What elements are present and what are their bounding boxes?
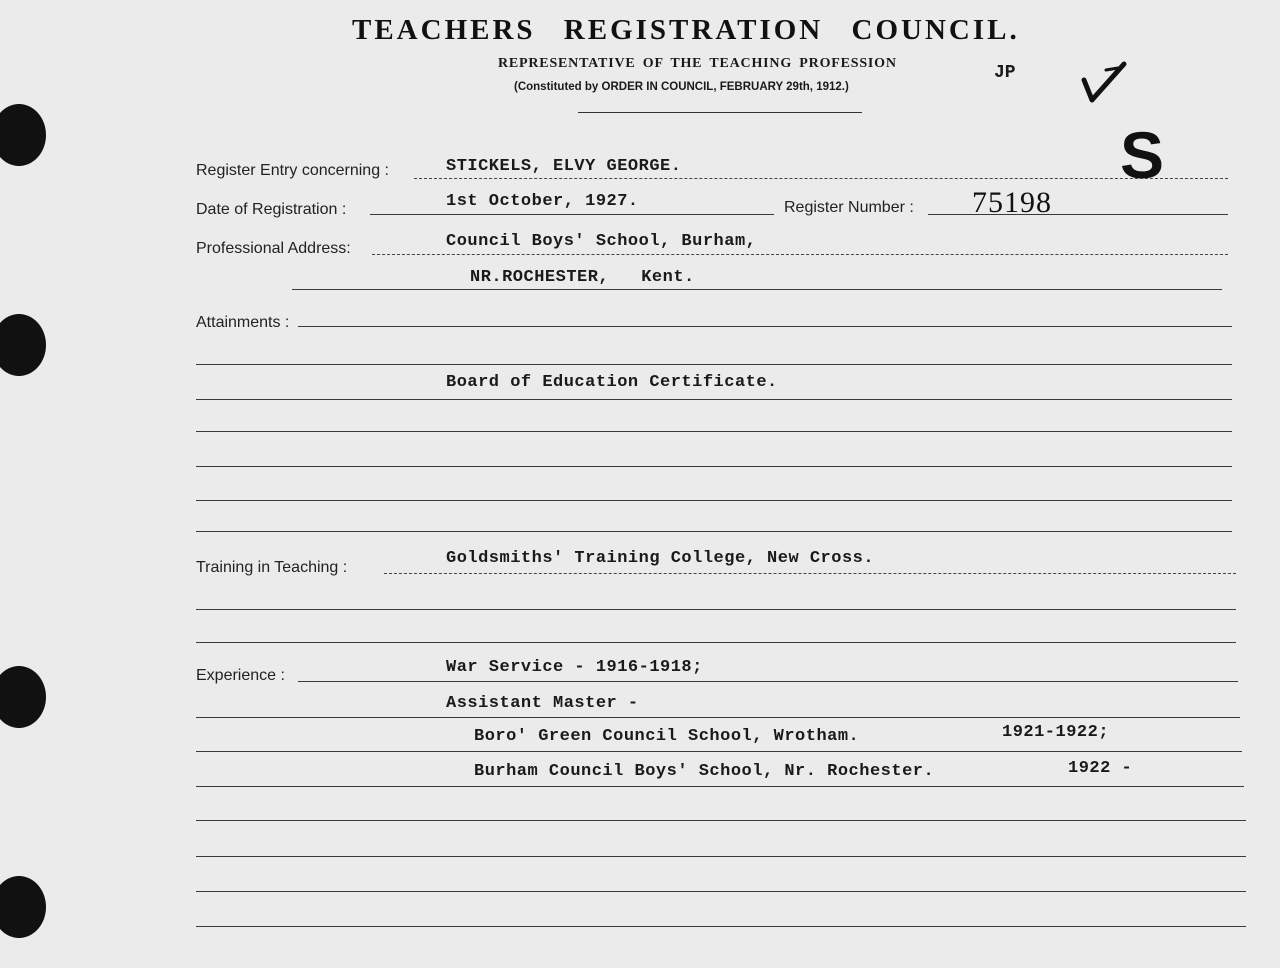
rule-training-2 [196,609,1236,610]
card-title: TEACHERS REGISTRATION COUNCIL. [352,14,1020,46]
experience-years: 1922 - [1068,759,1133,778]
experience-years: 1921-1922; [1002,723,1110,742]
rule-experience-1 [298,681,1238,682]
label-attainments: Attainments : [196,314,290,331]
punch-hole-icon [0,876,46,938]
experience-line: War Service - 1916-1918; [446,658,703,677]
rule-address-2 [292,289,1222,290]
value-address-line1: Council Boys' School, Burham, [446,232,757,251]
label-experience: Experience : [196,667,285,684]
value-register-number: 75198 [972,186,1052,219]
rule-attainments-4 [196,431,1232,432]
rule-experience-8 [196,926,1246,927]
experience-line: Burham Council Boys' School, Nr. Rochester. [474,762,935,781]
constituted-note: (Constituted by ORDER IN COUNCIL, FEBRUARY 29th, 1912.) [514,81,849,93]
rule-attainments-2 [196,364,1232,365]
label-professional-address: Professional Address: [196,240,351,257]
rule-attainments-3 [196,399,1232,400]
label-date-of-registration: Date of Registration : [196,201,347,218]
value-attainments: Board of Education Certificate. [446,373,778,392]
section-letter: S [1120,118,1165,192]
rule-experience-5 [196,820,1246,821]
value-training: Goldsmiths' Training College, New Cross. [446,549,875,568]
rule-attainments-7 [196,531,1232,532]
rule-attainments-5 [196,466,1232,467]
clerk-initials: JP [994,63,1016,83]
punch-hole-icon [0,104,46,166]
rule-experience-4 [196,786,1244,787]
experience-line: Assistant Master - [446,694,639,713]
rule-experience-3 [196,751,1242,752]
experience-line: Boro' Green Council School, Wrotham. [474,727,860,746]
rule-training-1 [384,573,1236,574]
label-register-entry: Register Entry concerning : [196,162,389,179]
punch-hole-icon [0,314,46,376]
card-subtitle: REPRESENTATIVE OF THE TEACHING PROFESSION [498,56,897,71]
label-register-number: Register Number : [784,199,914,216]
rule-training-3 [196,642,1236,643]
value-address-line2: NR.ROCHESTER, Kent. [470,268,695,287]
label-training: Training in Teaching : [196,559,348,576]
rule-experience-2 [196,717,1240,718]
rule-experience-7 [196,891,1246,892]
rule-address-1 [372,254,1228,255]
value-date: 1st October, 1927. [446,192,639,211]
header-divider [578,112,862,113]
punch-hole-icon [0,666,46,728]
rule-name [414,178,1228,179]
rule-attainments-6 [196,500,1232,501]
rule-experience-6 [196,856,1246,857]
value-name: STICKELS, ELVY GEORGE. [446,157,682,176]
check-mark-icon [1078,60,1128,104]
rule-attainments-1 [298,326,1232,327]
rule-date [370,214,774,215]
